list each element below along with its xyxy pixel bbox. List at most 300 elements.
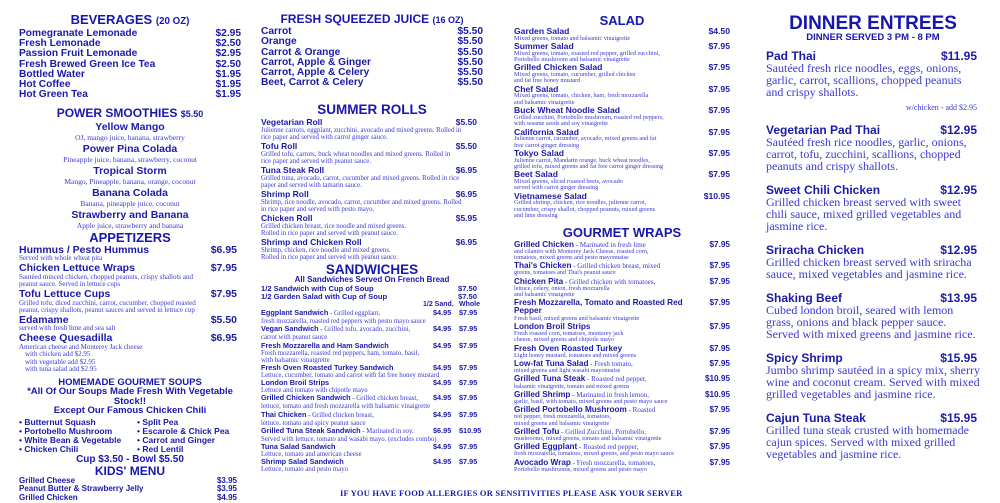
item-name [261,166,452,175]
juice-name: Beet, Carrot & Celery [261,77,364,89]
roll-name: Chicken Roll [261,212,313,223]
roll-name: Shrimp and Chicken Roll [261,236,362,247]
item-description: American cheese and Monterey Jack cheese [19,342,143,351]
menu-item-row [261,142,483,151]
item-description: Grilled tofu, diced zucchini, carrot, cucumber, chopped roasted [19,298,196,307]
item-note: - Fresh tomato, [588,359,633,368]
half-price: $4.95 [433,378,452,388]
item-description: and cilantro with Monterey Jack Cheese, roasted corn, [514,247,649,255]
half-price: $4.95 [433,308,452,318]
sandwich-description: lettuce, tomato and spicy peanut sauce [261,419,366,427]
item-price: $7.95 [709,321,730,331]
item-price: $4.50 [708,26,730,36]
sandwiches-subtitle: All Sandwiches Served On French Bread [294,275,450,285]
half-price: $4.95 [433,442,452,452]
item-description: and fat free honey mustard [514,77,581,85]
whole-price: $7.95 [459,393,478,403]
item-price: $7.50 [457,283,477,293]
smoothie-description: Mango, Pineapple, banana, orange, coconut [64,177,196,187]
entree-name: Shaking Beef [766,291,843,305]
juice-name: Carrot & Orange [261,46,341,58]
item-price: $5.50 [457,77,483,89]
half-price: $4.95 [433,409,452,419]
whole-price: $7.95 [459,457,478,467]
item-price: $7.95 [709,298,730,308]
wrap-name: Low-fat Tuna Salad [514,358,589,368]
item-description: Julienne carrot, cucumber, avocado, mixed greens and fat [514,135,657,143]
soup-item: • Chicken Chili [19,443,79,454]
sandwich-item [261,411,483,427]
item-price: $7.95 [709,442,730,452]
entree-name: Vegetarian Pad Thai [766,123,881,137]
item-description: Grilled chicken breast, rice noodle and mixed greens. [261,222,407,230]
item-price: $7.95 [708,148,730,159]
item-description: balsamic vinaigrette, tomato and mixed greens [514,382,630,390]
juice-name: Carrot, Apple & Celery [261,67,370,79]
item-description: Fresh basil, mixed greens and balsamic vinaigrette [514,314,640,322]
menu-item-row [261,190,483,199]
item-note: - Roasted [626,406,656,415]
sandwich-title [261,364,429,372]
juice-heading [261,12,483,27]
item-price: $12.95 [940,123,977,137]
item-price: $13.95 [940,291,977,305]
entree-description: Sautéed fresh rice noodles, eggs, onions, garlic, carrot, scallions, chopped peanuts and crispy shallots. [766,61,962,99]
item-note: - Grilled Zucchini, Portobello, [559,427,647,436]
sandwich-name: Fresh Oven Roasted Turkey Sandwich [261,363,394,372]
sandwich-name: Vegan Sandwich [261,324,319,334]
soup-list [19,418,241,454]
item-description: and lime dressing [514,212,558,220]
item-description: peanut sauce. Served in lettuce cups [19,280,121,289]
smoothies-list [19,122,241,231]
sandwich-item [261,458,483,473]
sandwich-note: - Grilled chicken breast, [306,411,374,419]
item-price: $4.95 [216,492,237,502]
entree-name: Sweet Chili Chicken [766,183,881,197]
item-description: Portobello mushroom and balsamic vinaigrette [514,56,630,63]
soup-item: • Escarole & Chick Pea [137,425,230,436]
sandwich-name: Grilled Tuna Steak Sandwich [261,425,361,435]
soup-item: • Split Pea [137,416,179,427]
juice-name: Carrot [261,26,292,37]
sandwich-name: Fresh Mozzarella and Ham Sandwich [261,340,389,350]
smoothie-name: Banana Colada [92,187,168,200]
item-name [261,293,454,301]
half-price: $6.95 [433,425,452,435]
entree-name: Spicy Shrimp [766,351,843,365]
item-description: Grilled shrimp, chicken, rice noodles, julienne carrot, [514,199,647,207]
beverage-name: Fresh Brewed Green Ice Tea [19,58,156,70]
entree-description: Grilled chicken breast served with sriracha sauce, mixed vegetables and jasmine rice. [766,255,972,281]
menu-item-row [261,293,483,301]
item-note: - Roasted red pepper, [585,375,647,384]
item-price: $7.95 [709,276,730,286]
sandwich-description: Lettuce, cucumber, tomato and carrot with fat free honey mustard [261,372,440,379]
appetizer-name: Tofu Lettuce Cups [19,288,111,301]
item-name [261,214,452,223]
kids-item-name: Grilled Chicken [19,492,78,502]
item-name [261,190,452,199]
entree-name: Sriracha Chicken [766,243,865,257]
item-description: Mixed greens, tomato, roasted red pepper, grilled zucchini, [514,49,660,57]
sandwich-item [261,427,483,443]
item-price: $10.95 [704,389,730,399]
salad-name: Chef Salad [514,83,559,94]
sandwich-description: fresh mozzarella, roasted red peppers with pesto mayo sauce [261,318,426,326]
soup-item: • Butternut Squash [19,416,96,427]
juice-name: Carrot, Apple & Ginger [261,56,371,68]
beverages-heading-suffix: (20 OZ) [155,16,190,27]
menu-item-row [261,118,483,127]
item-description: red pepper, fresh mozzarella, tomatoes, [514,413,612,421]
menu-item-row [261,238,483,247]
smoothie-description: Banana, pineapple juice, coconut [80,199,180,209]
item-price: $1.95 [215,89,241,101]
menu-item-row [19,90,241,100]
item-price: $7.95 [709,457,730,467]
column-1 [19,0,241,503]
sandwich-name: London Broil Strips [261,378,330,388]
item-note: - Grilled chicken breast, mixed [571,262,661,271]
beverages-list [19,29,241,100]
sandwich-item [261,379,483,394]
menu-item-row [261,166,483,175]
sandwich-description: Lettuce, tomato and pesto mayo [261,466,349,474]
smoothies-heading [19,107,241,121]
sandwich-item [261,364,483,379]
sandwich-item [261,342,483,364]
item-price: $12.95 [940,243,977,257]
roll-name: Vegetarian Roll [261,116,323,127]
beverage-name: Hot Coffee [19,79,71,91]
item-description: Rolled in rice paper and served with peanut sauce. [261,253,398,261]
item-price: $7.95 [708,62,730,73]
sandwich-description: Lettuce, tomato and american cheese [261,451,362,459]
smoothie-name: Yellow Mango [95,121,165,134]
smoothie-description: Pineapple juice, banana, strawberry, coconut [63,155,197,165]
sandwich-note: - Grilled eggplant, [328,310,381,318]
sandwich-description: with balsamic vinaigrette [261,356,330,364]
appetizer-name: Cheese Quesadilla [19,332,113,345]
item-description: Rolled in rice paper and served with peanut sauce. [261,229,398,237]
kids-list [19,477,241,503]
soup-item: • Portobello Mushroom [19,425,113,436]
sandwich-item [261,443,483,458]
entree-description: Cubed london broil, seared with lemon grass, onions and black pepper sauce. Served with mixed greens and jasmine rice. [766,303,976,341]
beverage-name: Pomegranate Lemonade [19,28,138,39]
dinner-heading [766,14,980,33]
item-price: $7.95 [708,105,730,116]
item-description: peanut, crispy shallots, peanut sauces and served in lettuce cup [19,306,195,315]
salad-name: Summer Salad [514,41,574,51]
sandwich-title [261,342,429,350]
item-description: fresh mozzarella, tomatoes, mixed greens, and pesto mayo sauce [514,450,674,458]
sandwich-title [261,309,429,318]
sandwich-title [261,443,429,451]
sandwich-name: Tuna Salad Sandwich [261,442,336,452]
item-price: $7.50 [457,291,477,301]
entree-description: Grilled tuna steak crusted with homemade cajun spices. Served with mixed grilled vegetables and jasmine rice. [766,423,969,461]
sandwich-item [261,309,483,325]
soups-heading-text: HOMEMADE GOURMET SOUPS [58,376,202,388]
item-description: with vegetable add $2.95 [25,357,96,366]
entree-description: Grilled chicken breast served with sweet chili sauce, mixed grilled vegetables and jasmine rice. [766,195,962,233]
wrap-name: Grilled Tuna Steak [514,374,586,384]
summer-rolls-heading [261,103,483,117]
item-price: $6.95 [210,243,237,256]
whole-price: $7.95 [459,409,478,419]
item-description: and balsamic vinaigrette [514,291,575,299]
sandwich-title [261,427,429,436]
appetizers-heading-text: APPETIZERS [89,230,171,246]
item-price: $2.50 [215,38,241,50]
item-description: lettuce, celery, onion, fresh mozzarella [514,284,610,292]
item-description: mixed greens and light wasabi mayonnaise [514,367,621,375]
sandwich-title [261,379,429,387]
sandwich-name: Thai Chicken [261,409,307,419]
sandwich-item [261,394,483,410]
sandwiches-heading [261,263,483,277]
item-description: Grilled tofu, carrots, buck wheat noodles and mixed greens. Rolled in [261,150,451,158]
item-name [261,118,452,127]
item-description: with chicken add $2.95 [25,350,91,359]
soup-item: • Carrot and Ginger [137,434,216,445]
item-price: $5.50 [457,67,483,79]
soup-item: • Red Lentil [137,443,184,454]
item-description: mixed greens and balsamic vinaigrette [514,419,610,427]
kids-item-name: Grilled Cheese [19,475,76,485]
sandwich-note: - Marinated in soy. [360,427,414,435]
item-price: $7.95 [708,41,730,51]
salad-name: Tokyo Salad [514,148,564,159]
item-description: Grilled zucchini, Portobello mushroom, roasted red peppers, [514,113,664,121]
item-price: $6.95 [210,332,237,345]
dinner-list [766,50,980,460]
half-price: $4.95 [433,393,452,403]
item-description: Shrimp, chicken, rice noodle and mixed greens. [261,246,391,254]
appetizer-name: Chicken Lettuce Wraps [19,262,135,275]
wraps-heading [514,226,730,240]
half-price: $4.95 [433,457,452,467]
item-description: served with fresh lime and sea salt [19,324,116,333]
beverage-name: Hot Green Tea [19,89,88,101]
column-3 [514,0,730,473]
smoothie-name: Strawberry and Banana [71,209,189,222]
item-price: $1.95 [215,68,241,80]
wrap-name: Grilled Shrimp [514,389,571,399]
smoothie-description: Apple juice, strawberry and banana [76,221,184,231]
wrap-name: Chicken Pita [514,276,564,286]
beverage-name: Bottled Water [19,68,85,80]
menu-item-row [261,78,483,88]
entree-description: Jumbo shrimp sautéed in a spicy mix, sherry wine and coconut cream. Served with mixed grilled vegetables and jasmine rice. [766,363,980,401]
wrap-name: Fresh Mozzarella, Tomato and Roasted Red Pepper [514,298,683,316]
item-description: Portobello mushrooms, mixed greens and pesto mayo [514,465,647,473]
item-description: Grilled tuna, avocado, carrot, cucumber and mixed greens. Rolled in rice [261,174,460,182]
item-description: Julienne carrots, eggplant, zucchini, avocado and mixed greens. Rolled in [261,126,462,134]
item-description: rice paper and served with carrot ginger sauce. [261,133,388,141]
item-description: Mixed greens, tomato and balsamic vinaigrette [514,34,631,42]
item-price: $10.95 [704,374,730,384]
half-sandwich-header: 1/2 Sand. [423,301,454,309]
half-price: $4.95 [433,363,452,372]
item-description: with sesame seeds and soy vinaigrette [514,120,608,128]
item-name [261,238,452,247]
menu-item-row [514,299,730,315]
wraps-heading-text: GOURMET WRAPS [562,224,682,240]
beverage-name: Passion Fruit Lemonade [19,48,138,60]
kids-item-name: Peanut Butter & Strawberry Jelly [19,484,144,494]
item-price: $5.95 [455,212,477,223]
sandwich-name: Shrimp Salad Sandwich [261,457,344,467]
item-price: $12.95 [940,183,977,197]
smoothies-heading-text: POWER SMOOTHIES [56,106,178,121]
appetizers-heading [19,231,241,244]
item-name [514,299,706,315]
sandwich-description: carrot with peanut sauce [261,334,328,342]
wrap-name: Avocado Wrap [514,457,571,467]
item-price: $2.95 [215,28,241,39]
item-price: $7.95 [708,169,730,180]
item-price: $7.95 [708,83,730,94]
item-description: and balsamic vinaigrette [514,98,575,106]
sandwich-title [261,411,429,420]
item-description: mushrooms, mixed greens, tomato and balsamic vinaigrette [514,434,662,442]
item-note: - Roasted red pepper, [577,443,639,452]
wrap-name: Fresh Oven Roasted Turkey [514,343,623,353]
appetizer-name: Edamame [19,313,69,326]
entree-addon: w/chicken - add $2.95 [905,103,977,112]
wrap-name: Grilled Eggplant [514,442,578,452]
item-description: with tuna salad add $2.95 [25,365,97,374]
whole-price: $7.95 [459,340,478,350]
item-price: $7.95 [709,358,730,368]
item-price: $7.95 [210,262,237,275]
juice-name: Orange [261,36,297,48]
smoothie-name: Tropical Storm [93,165,167,178]
salad-name: Grilled Chicken Salad [514,62,603,73]
item-price: $7.95 [708,126,730,137]
sandwich-description: Served with lettuce, tomato and wasabi mayo. (excludes combo) [261,435,437,443]
sandwich-title [261,394,429,403]
item-price: $7.95 [709,405,730,415]
item-price: $6.95 [455,236,477,247]
combo-name: 1/2 Garden Salad with Cup of Soup [261,291,388,301]
item-price: $7.95 [210,288,237,301]
sandwich-note: - Grilled tofu, avocado, zucchini, [318,326,411,334]
whole-price: $7.95 [459,308,478,318]
entree-name: Cajun Tuna Steak [766,411,866,425]
wraps-list [514,241,730,473]
roll-name: Tofu Roll [261,140,298,151]
item-price: $5.50 [457,36,483,48]
sandwich-name: Grilled Chicken Sandwich [261,393,351,403]
whole-price: $7.95 [459,442,478,452]
item-price: $2.50 [215,58,241,70]
item-price: $3.95 [216,475,237,485]
entree-name: Pad Thai [766,49,817,63]
dinner-heading-text: DINNER ENTREES [789,13,957,34]
item-price: $15.95 [940,351,977,365]
salad-name: Buck Wheat Noodle Salad [514,105,621,116]
wrap-name: Grilled Portobello Mushroom [514,405,627,415]
item-price: $1.95 [215,79,241,91]
whole-price: $7.95 [459,378,478,388]
dinner-subtitle: DINNER SERVED 3 PM - 8 PM [806,32,940,43]
item-price: $2.95 [215,48,241,60]
entree-description: Sautéed fresh rice noodles, garlic, onions, carrot, tofu, zucchini, scallions, chopped peanuts and crispy shallots. [766,135,967,173]
item-price: $5.50 [457,26,483,37]
whole-price: $10.95 [459,425,482,435]
item-description: tomatoes, mixed greens and pesto mayonnaise [514,254,629,262]
item-description: free carrot ginger dressing [514,141,580,149]
sandwich-description: Lettuce and tomato with chipotle mayo [261,387,368,395]
sandwich-name: Eggplant Sandwich [261,308,329,318]
item-price: $3.95 [216,484,237,494]
beverage-name: Fresh Lemonade [19,38,101,50]
sandwich-title [261,458,429,466]
smoothie-description: OJ, mango juice, banana, strawberry [75,133,185,143]
appetizers-list [19,245,241,374]
salad-name: Vietnamese Salad [514,190,587,201]
item-name [261,78,454,88]
item-price: $5.50 [457,56,483,68]
soups-note: *All Of Our Soups Made Fresh With Vegetable Stock!! [27,386,233,407]
sandwiches-heading-text: SANDWICHES [325,261,419,277]
sandwich-description: Fresh mozzarella, roasted red peppers, ham, tomato, basil, [261,349,420,357]
item-price: $7.95 [709,261,730,271]
beverages-heading [19,13,241,29]
salad-name: Beet Salad [514,169,558,180]
item-name [19,494,213,503]
menu-item-row [261,214,483,223]
item-description: grilled tofu, mixed greens and fat free carrot ginger dressing [514,163,664,171]
item-description: garlic, basil, with tomato, mixed greens and pesto mayo sauce [514,397,668,405]
item-price: $5.50 [455,116,477,127]
juice-list [261,27,483,89]
item-description: in rice paper and served with pesto mayo. [261,205,375,213]
item-note: - Marinated in fresh lemon, [570,390,649,399]
item-price: $6.95 [455,188,477,199]
item-description: Mixed greens, sliced roasted beets, avocado [514,178,623,186]
item-price: $5.50 [455,140,477,151]
salad-name: Garden Salad [514,26,570,36]
sandwich-combos [261,285,483,301]
item-price: $7.95 [709,343,730,353]
item-description: Light honey mustard, tomatoes and mixed greens [514,351,637,359]
wrap-name: Grilled Tofu [514,426,560,436]
item-description: served with carrot ginger dressing [514,184,599,192]
half-price: $4.95 [433,340,452,350]
salad-name: California Salad [514,126,579,137]
item-description: cheese, mixed greens and chipotle mayo [514,336,614,344]
item-description: Served with whole wheat pita [19,254,103,263]
item-note: - Marinated in fresh lime [574,240,646,249]
appetizer-name: Hummus / Pesto Hummus [19,243,150,256]
salad-heading-text: SALAD [599,13,645,28]
sandwich-title [261,325,429,334]
menu-item-row [19,494,241,503]
half-price: $4.95 [433,324,452,334]
roll-name: Tuna Steak Roll [261,164,325,175]
item-price: $5.50 [457,46,483,58]
item-price: $11.95 [940,49,977,63]
item-description: Julienne carrot, Mandarin orange, buck wheat noodles, [514,156,650,164]
whole-price: $7.95 [459,363,478,372]
sandwich-item [261,325,483,341]
item-description: Sautéed minced chicken, chopped peanuts, crispy shallots and [19,272,193,281]
